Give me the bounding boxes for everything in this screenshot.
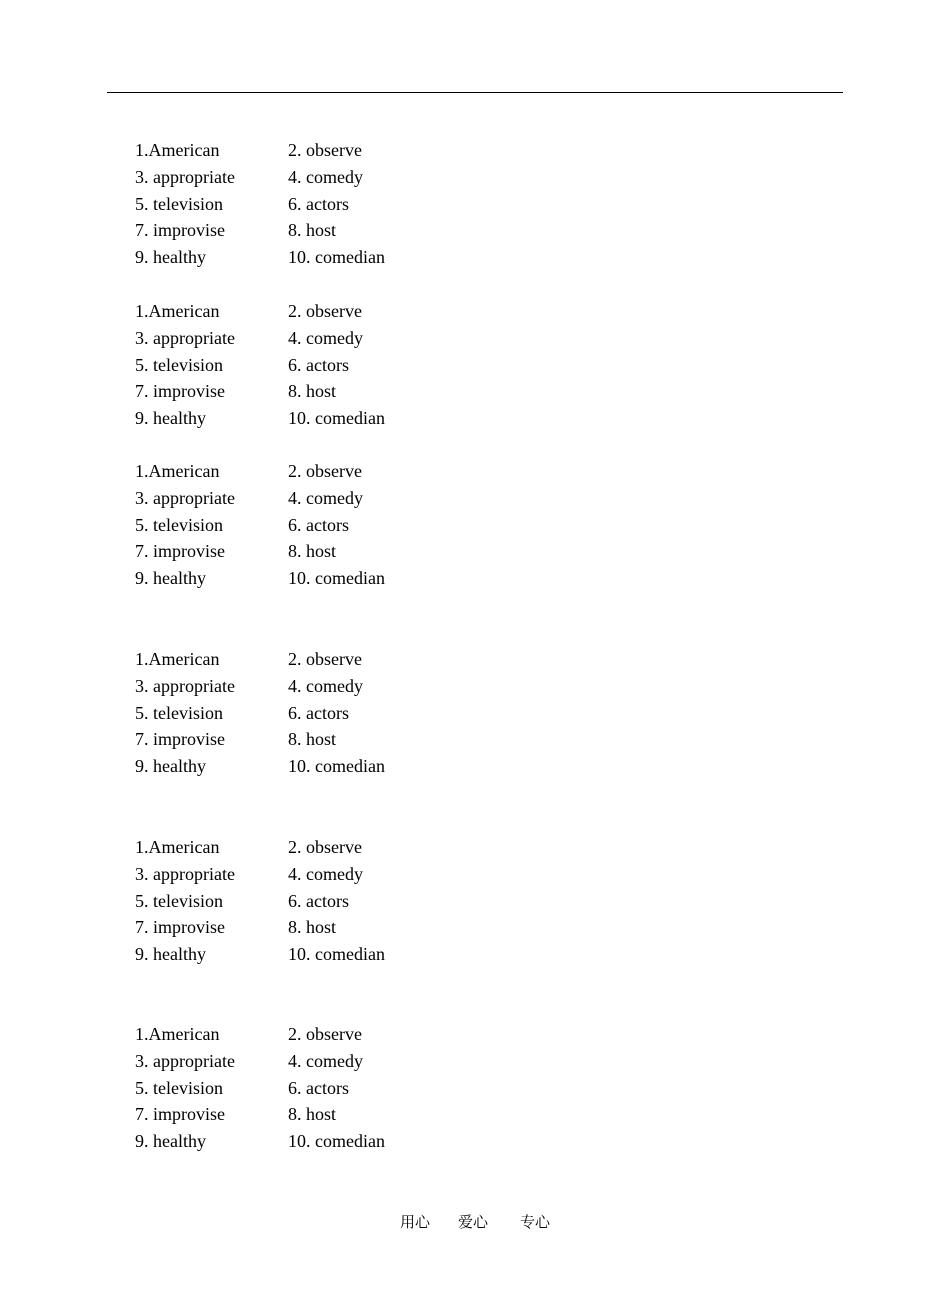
answer-left: 1.American — [135, 301, 220, 321]
answer-row — [135, 298, 535, 325]
answer-left: 9. healthy — [135, 568, 206, 589]
answer-row — [135, 726, 535, 753]
answer-row — [135, 941, 535, 968]
answer-row — [135, 137, 535, 164]
answer-left: 9. healthy — [135, 944, 206, 965]
answer-left: 9. healthy — [135, 247, 206, 268]
answer-right: 4. comedy — [288, 675, 363, 696]
answer-left: 3. appropriate — [135, 863, 235, 884]
answer-row — [135, 753, 535, 780]
answer-row — [135, 538, 535, 565]
answer-row — [135, 673, 535, 700]
answer-right: 2. observe — [288, 837, 362, 857]
answer-row — [135, 888, 535, 915]
answer-left: 3. appropriate — [135, 487, 235, 508]
answer-row — [135, 191, 535, 218]
answer-left: 1.American — [135, 140, 220, 160]
answer-left: 7. improvise — [135, 541, 225, 562]
answer-row — [135, 914, 535, 941]
header-rule — [107, 92, 843, 93]
answer-left: 1.American — [135, 649, 220, 669]
answer-right: 10. comedian — [288, 408, 385, 429]
answer-right: 2. observe — [288, 649, 362, 669]
answer-row — [135, 164, 535, 191]
answer-right: 4. comedy — [288, 487, 363, 508]
answer-row — [135, 378, 535, 405]
answer-row — [135, 352, 535, 379]
footer-word-2: 爱心 — [458, 1213, 489, 1231]
answer-right: 6. actors — [288, 354, 349, 375]
answer-right: 8. host — [288, 541, 337, 562]
answer-right: 10. comedian — [288, 756, 385, 777]
answer-block-6 — [135, 1021, 535, 1155]
answer-row — [135, 1101, 535, 1128]
answer-right: 8. host — [288, 381, 337, 402]
answer-right: 2. observe — [288, 461, 362, 481]
answer-left: 3. appropriate — [135, 166, 235, 187]
answer-row — [135, 1021, 535, 1048]
answer-row — [135, 405, 535, 432]
answer-right: 10. comedian — [288, 1131, 385, 1152]
answer-block-3 — [135, 458, 535, 592]
answer-right: 8. host — [288, 729, 337, 750]
answer-right: 2. observe — [288, 140, 362, 160]
answer-right: 2. observe — [288, 301, 362, 321]
answer-right: 8. host — [288, 220, 337, 241]
answer-right: 6. actors — [288, 193, 349, 214]
answer-right: 6. actors — [288, 1077, 349, 1098]
answer-row — [135, 861, 535, 888]
answer-left: 1.American — [135, 837, 220, 857]
answer-right: 8. host — [288, 917, 337, 938]
answer-row — [135, 485, 535, 512]
answer-left: 5. television — [135, 193, 223, 214]
answer-right: 8. host — [288, 1104, 337, 1125]
answer-left: 1.American — [135, 461, 220, 481]
answer-right: 4. comedy — [288, 327, 363, 348]
answer-row — [135, 512, 535, 539]
answer-row — [135, 1075, 535, 1102]
answer-left: 3. appropriate — [135, 1050, 235, 1071]
answer-left: 9. healthy — [135, 408, 206, 429]
answer-right: 10. comedian — [288, 568, 385, 589]
answer-row — [135, 1128, 535, 1155]
answer-block-1 — [135, 137, 535, 271]
answer-right: 6. actors — [288, 514, 349, 535]
footer-word-1: 用心 — [400, 1213, 431, 1231]
answer-right: 6. actors — [288, 890, 349, 911]
answer-left: 7. improvise — [135, 1104, 225, 1125]
answer-row — [135, 325, 535, 352]
answer-row — [135, 458, 535, 485]
answer-left: 9. healthy — [135, 756, 206, 777]
answer-right: 4. comedy — [288, 1050, 363, 1071]
answer-left: 9. healthy — [135, 1131, 206, 1152]
answer-left: 7. improvise — [135, 917, 225, 938]
answer-row — [135, 834, 535, 861]
answer-left: 5. television — [135, 1077, 223, 1098]
answer-left: 5. television — [135, 354, 223, 375]
answer-right: 4. comedy — [288, 863, 363, 884]
answer-row — [135, 1048, 535, 1075]
answer-right: 6. actors — [288, 702, 349, 723]
answer-row — [135, 700, 535, 727]
answer-block-5 — [135, 834, 535, 968]
answer-right: 4. comedy — [288, 166, 363, 187]
answer-left: 7. improvise — [135, 381, 225, 402]
answer-row — [135, 646, 535, 673]
answer-left: 5. television — [135, 702, 223, 723]
answer-left: 1.American — [135, 1024, 220, 1044]
answer-block-2 — [135, 298, 535, 432]
answer-right: 10. comedian — [288, 247, 385, 268]
answer-left: 3. appropriate — [135, 327, 235, 348]
answer-row — [135, 244, 535, 271]
footer-word-3: 专心 — [520, 1213, 551, 1231]
answer-left: 3. appropriate — [135, 675, 235, 696]
answer-right: 2. observe — [288, 1024, 362, 1044]
answer-row — [135, 217, 535, 244]
answer-row — [135, 565, 535, 592]
answer-right: 10. comedian — [288, 944, 385, 965]
answer-left: 5. television — [135, 514, 223, 535]
answer-left: 5. television — [135, 890, 223, 911]
answer-left: 7. improvise — [135, 220, 225, 241]
answer-block-4 — [135, 646, 535, 780]
answer-left: 7. improvise — [135, 729, 225, 750]
